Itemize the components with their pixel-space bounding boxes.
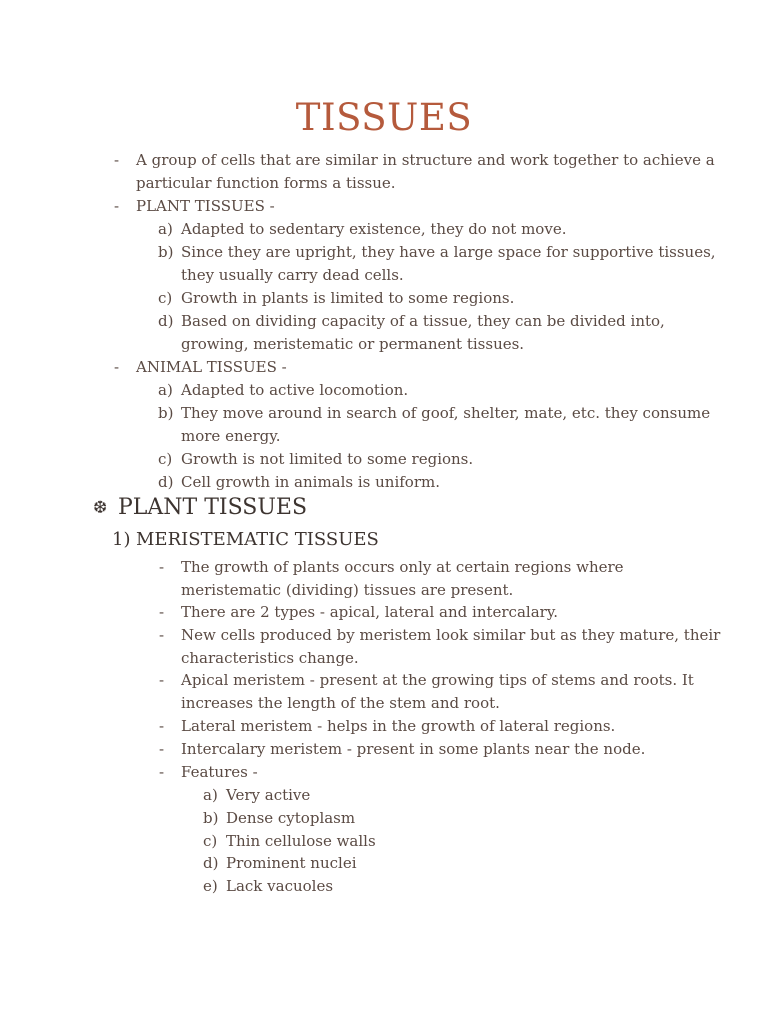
section-heading: PLANT TISSUES bbox=[118, 495, 308, 520]
animal-intro-label: ANIMAL TISSUES - bbox=[136, 358, 287, 376]
dash-marker: - bbox=[159, 603, 165, 621]
snowflake-icon: ❆ bbox=[93, 498, 108, 518]
list-marker: d) bbox=[158, 473, 174, 491]
list-item: They move around in search of goof, shelter, mate, etc. they consume bbox=[181, 404, 711, 422]
dash-marker: - bbox=[159, 740, 165, 758]
point-line: Lateral meristem - helps in the growth of lateral regions. bbox=[181, 717, 616, 735]
list-marker: a) bbox=[158, 381, 173, 399]
feature-marker: b) bbox=[203, 809, 219, 827]
intro-line: A group of cells that are similar in structure and work together to achieve a bbox=[136, 151, 715, 169]
list-marker: b) bbox=[158, 404, 174, 422]
list-item: Adapted to active locomotion. bbox=[181, 381, 409, 399]
list-item: Growth in plants is limited to some regions. bbox=[181, 289, 515, 307]
feature-item: Dense cytoplasm bbox=[226, 809, 356, 827]
point-line: Intercalary meristem - present in some plants near the node. bbox=[181, 740, 646, 758]
feature-marker: c) bbox=[203, 832, 218, 850]
page-title: TISSUES bbox=[295, 96, 473, 139]
list-marker: c) bbox=[158, 450, 173, 468]
list-marker: d) bbox=[158, 312, 174, 330]
point-line: meristematic (dividing) tissues are present. bbox=[181, 581, 514, 599]
feature-marker: d) bbox=[203, 854, 219, 872]
list-item: more energy. bbox=[181, 427, 281, 445]
list-item: Based on dividing capacity of a tissue, they can be divided into, bbox=[181, 312, 665, 330]
list-item: they usually carry dead cells. bbox=[181, 266, 404, 284]
dash-marker: - bbox=[114, 197, 120, 215]
list-marker: b) bbox=[158, 243, 174, 261]
subsection-number: 1) bbox=[112, 529, 131, 550]
dash-marker: - bbox=[114, 358, 120, 376]
dash-marker: - bbox=[159, 717, 165, 735]
point-line: The growth of plants occurs only at certain regions where bbox=[181, 558, 624, 576]
feature-item: Prominent nuclei bbox=[226, 854, 357, 872]
list-item: Since they are upright, they have a large space for supportive tissues, bbox=[181, 243, 716, 261]
point-line: New cells produced by meristem look similar but as they mature, their bbox=[181, 626, 721, 644]
point-line: Apical meristem - present at the growing tips of stems and roots. It bbox=[181, 671, 694, 689]
dash-marker: - bbox=[159, 763, 165, 781]
point-line: increases the length of the stem and root. bbox=[181, 694, 500, 712]
list-item: growing, meristematic or permanent tissues. bbox=[181, 335, 525, 353]
point-line: There are 2 types - apical, lateral and intercalary. bbox=[181, 603, 559, 621]
list-marker: c) bbox=[158, 289, 173, 307]
feature-item: Thin cellulose walls bbox=[226, 832, 376, 850]
dash-marker: - bbox=[159, 626, 165, 644]
dash-marker: - bbox=[159, 671, 165, 689]
feature-item: Very active bbox=[226, 786, 311, 804]
list-item: Growth is not limited to some regions. bbox=[181, 450, 474, 468]
intro-line: particular function forms a tissue. bbox=[136, 174, 396, 192]
feature-item: Lack vacuoles bbox=[226, 877, 334, 895]
dash-marker: - bbox=[114, 151, 120, 169]
plant-intro-label: PLANT TISSUES - bbox=[136, 197, 275, 215]
feature-marker: a) bbox=[203, 786, 218, 804]
dash-marker: - bbox=[159, 558, 165, 576]
list-item: Cell growth in animals is uniform. bbox=[181, 473, 440, 491]
list-marker: a) bbox=[158, 220, 173, 238]
subsection-heading: MERISTEMATIC TISSUES bbox=[136, 529, 379, 550]
point-line: characteristics change. bbox=[181, 649, 359, 667]
point-line: Features - bbox=[181, 763, 258, 781]
list-item: Adapted to sedentary existence, they do not move. bbox=[181, 220, 567, 238]
feature-marker: e) bbox=[203, 877, 218, 895]
